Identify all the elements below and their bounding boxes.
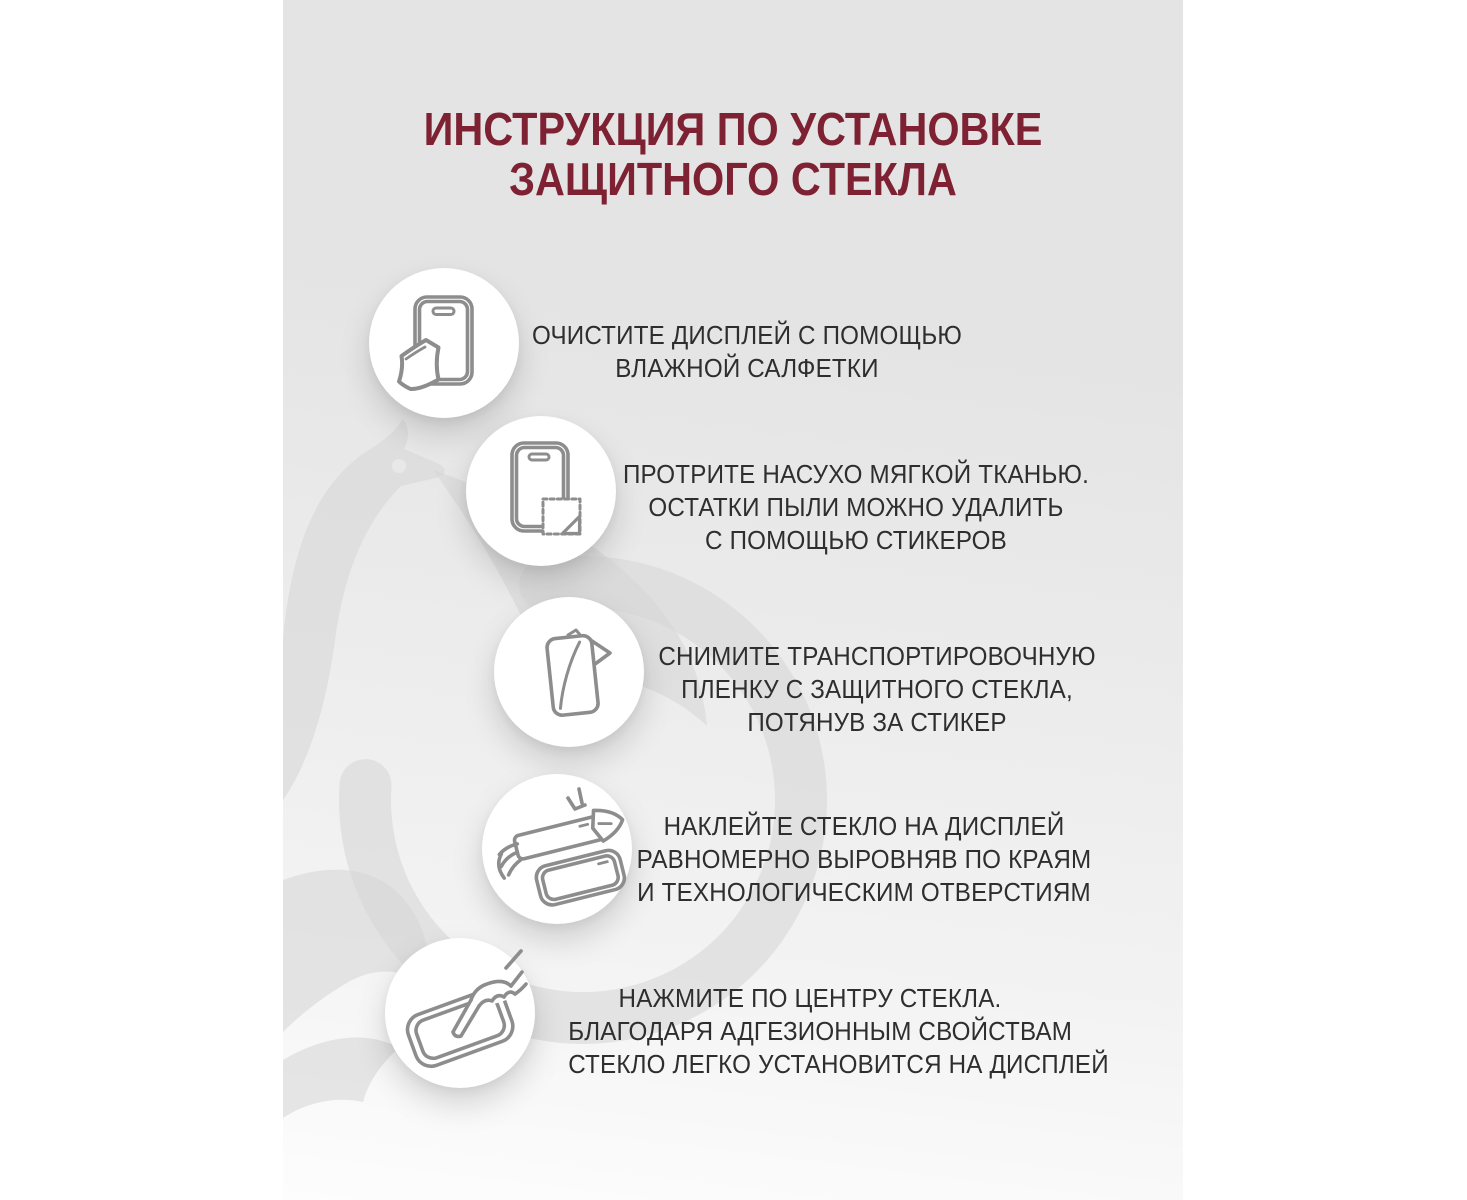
peel-film-icon: [494, 597, 644, 747]
step-5-icon-circle: [385, 938, 535, 1088]
step-5-line-3: СТЕКЛО ЛЕГКО УСТАНОВИТСЯ НА ДИСПЛЕЙ: [568, 1049, 1109, 1079]
step-4-text: [622, 810, 1106, 909]
step-2-line-2: ОСТАТКИ ПЫЛИ МОЖНО УДАЛИТЬ: [648, 492, 1064, 522]
step-4-icon-circle: [482, 774, 632, 924]
step-2-text: [614, 458, 1098, 557]
step-1-text: [505, 319, 989, 385]
step-2-line-1: ПРОТРИТЕ НАСУХО МЯГКОЙ ТКАНЬЮ.: [622, 459, 1090, 489]
phone-sticker-icon: [466, 416, 616, 566]
step-5-line-2: БЛАГОДАРЯ АДГЕЗИОННЫМ СВОЙСТВАМ: [568, 1016, 1073, 1046]
step-3-line-3: ПОТЯНУВ ЗА СТИКЕР: [747, 707, 1007, 737]
page-title-line-1: ИНСТРУКЦИЯ ПО УСТАНОВКЕ: [423, 103, 1043, 155]
step-4-line-1: НАКЛЕЙТЕ СТЕКЛО НА ДИСПЛЕЙ: [663, 811, 1065, 841]
step-4-line-2: РАВНОМЕРНО ВЫРОВНЯВ ПО КРАЯМ: [636, 844, 1092, 874]
step-3-icon-circle: [494, 597, 644, 747]
step-1-icon-circle: [369, 268, 519, 418]
step-5-line-1: НАЖМИТЕ ПО ЦЕНТРУ СТЕКЛА.: [618, 983, 1002, 1013]
step-3-text: [635, 640, 1119, 739]
press-glass-finger-icon: [385, 938, 535, 1088]
step-5-text: [568, 982, 1109, 1081]
step-2-line-3: С ПОМОЩЬЮ СТИКЕРОВ: [705, 525, 1007, 555]
page-title-line-2: ЗАЩИТНОГО СТЕКЛА: [509, 153, 957, 205]
step-3-line-2: ПЛЕНКУ С ЗАЩИТНОГО СТЕКЛА,: [681, 674, 1073, 704]
align-glass-hands-icon: [482, 774, 632, 924]
step-1-line-1: ОЧИСТИТЕ ДИСПЛЕЙ С ПОМОЩЬЮ: [531, 320, 963, 350]
step-2-icon-circle: [466, 416, 616, 566]
step-1-line-2: ВЛАЖНОЙ САЛФЕТКИ: [615, 353, 879, 383]
step-3-line-1: СНИМИТЕ ТРАНСПОРТИРОВОЧНУЮ: [658, 641, 1096, 671]
phone-wipe-icon: [369, 268, 519, 418]
step-4-line-3: И ТЕХНОЛОГИЧЕСКИМ ОТВЕРСТИЯМ: [637, 877, 1091, 907]
page-title: [283, 104, 1183, 204]
